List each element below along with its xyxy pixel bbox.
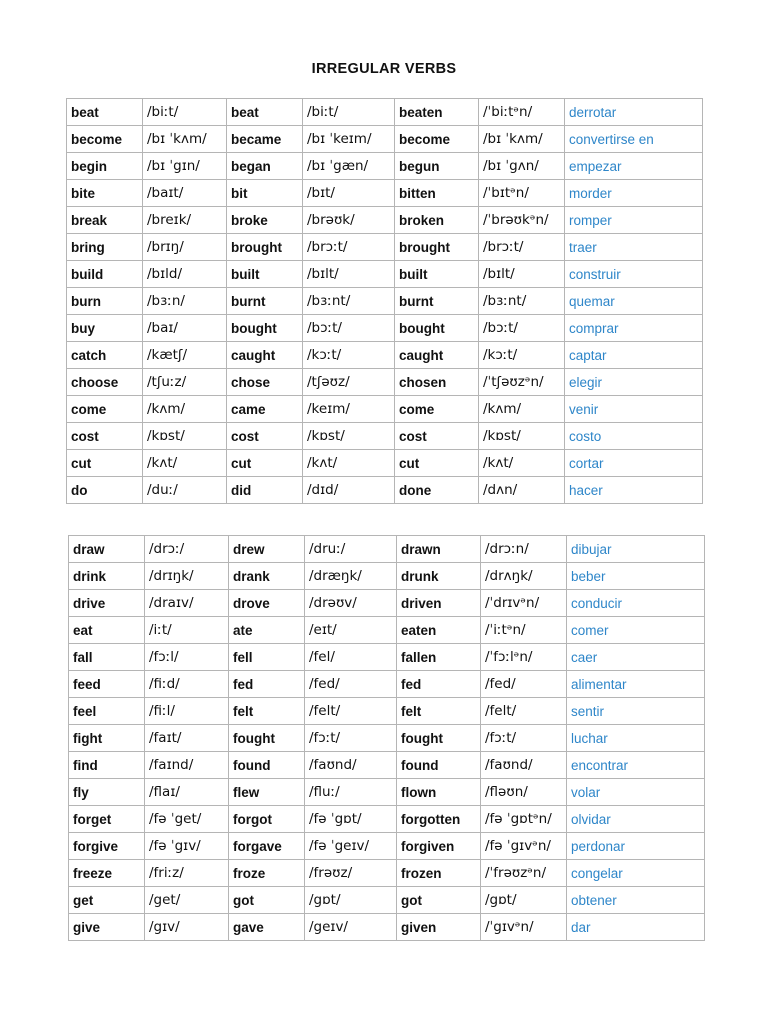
past-simple-cell: fell: [229, 644, 305, 671]
participle-pronunciation-cell: /kʌt/: [479, 450, 565, 477]
base-pronunciation-cell: /fiːl/: [145, 698, 229, 725]
past-participle-cell: fought: [397, 725, 481, 752]
past-simple-cell: beat: [227, 99, 303, 126]
translation-cell: morder: [565, 180, 703, 207]
base-pronunciation-cell: /baɪt/: [143, 180, 227, 207]
past-pronunciation-cell: /bɪ ˈkeɪm/: [303, 126, 395, 153]
past-pronunciation-cell: /dræŋk/: [305, 563, 397, 590]
table-row: [69, 860, 705, 887]
base-form-cell: cost: [67, 423, 143, 450]
past-participle-cell: cost: [395, 423, 479, 450]
past-participle-cell: fallen: [397, 644, 481, 671]
past-pronunciation-cell: /drəʊv/: [305, 590, 397, 617]
past-participle-cell: burnt: [395, 288, 479, 315]
base-pronunciation-cell: /kɒst/: [143, 423, 227, 450]
past-participle-cell: done: [395, 477, 479, 504]
translation-cell: traer: [565, 234, 703, 261]
base-pronunciation-cell: /faɪnd/: [145, 752, 229, 779]
base-pronunciation-cell: /kʌt/: [143, 450, 227, 477]
past-participle-cell: got: [397, 887, 481, 914]
base-pronunciation-cell: /baɪ/: [143, 315, 227, 342]
base-pronunciation-cell: /draɪv/: [145, 590, 229, 617]
past-pronunciation-cell: /druː/: [305, 536, 397, 563]
participle-pronunciation-cell: /ˈbiːtᵊn/: [479, 99, 565, 126]
base-pronunciation-cell: /bɪld/: [143, 261, 227, 288]
base-form-cell: feed: [69, 671, 145, 698]
base-pronunciation-cell: /get/: [145, 887, 229, 914]
translation-cell: perdonar: [567, 833, 705, 860]
translation-cell: volar: [567, 779, 705, 806]
participle-pronunciation-cell: /drʌŋk/: [481, 563, 567, 590]
translation-cell: captar: [565, 342, 703, 369]
base-form-cell: eat: [69, 617, 145, 644]
verbs-table-2: [68, 535, 705, 941]
participle-pronunciation-cell: /fə ˈgɪvᵊn/: [481, 833, 567, 860]
past-participle-cell: become: [395, 126, 479, 153]
past-participle-cell: caught: [395, 342, 479, 369]
past-pronunciation-cell: /brəʊk/: [303, 207, 395, 234]
base-pronunciation-cell: /breɪk/: [143, 207, 227, 234]
translation-cell: dibujar: [567, 536, 705, 563]
past-pronunciation-cell: /fluː/: [305, 779, 397, 806]
past-participle-cell: broken: [395, 207, 479, 234]
participle-pronunciation-cell: /drɔːn/: [481, 536, 567, 563]
past-pronunciation-cell: /dɪd/: [303, 477, 395, 504]
participle-pronunciation-cell: /ˈfɔːlᵊn/: [481, 644, 567, 671]
table-row: [67, 234, 703, 261]
past-pronunciation-cell: /geɪv/: [305, 914, 397, 941]
participle-pronunciation-cell: /faʊnd/: [481, 752, 567, 779]
table-row: [67, 342, 703, 369]
past-participle-cell: fed: [397, 671, 481, 698]
past-simple-cell: got: [229, 887, 305, 914]
past-simple-cell: burnt: [227, 288, 303, 315]
past-simple-cell: bit: [227, 180, 303, 207]
base-pronunciation-cell: /duː/: [143, 477, 227, 504]
past-pronunciation-cell: /bɪlt/: [303, 261, 395, 288]
table-row: [69, 779, 705, 806]
base-form-cell: fly: [69, 779, 145, 806]
participle-pronunciation-cell: /gɒt/: [481, 887, 567, 914]
participle-pronunciation-cell: /bɜːnt/: [479, 288, 565, 315]
translation-cell: conducir: [567, 590, 705, 617]
base-form-cell: come: [67, 396, 143, 423]
past-participle-cell: begun: [395, 153, 479, 180]
base-form-cell: choose: [67, 369, 143, 396]
translation-cell: congelar: [567, 860, 705, 887]
participle-pronunciation-cell: /kɔːt/: [479, 342, 565, 369]
past-participle-cell: drunk: [397, 563, 481, 590]
past-pronunciation-cell: /kɒst/: [303, 423, 395, 450]
base-pronunciation-cell: /iːt/: [145, 617, 229, 644]
table-row: [69, 698, 705, 725]
base-form-cell: drive: [69, 590, 145, 617]
past-participle-cell: beaten: [395, 99, 479, 126]
translation-cell: construir: [565, 261, 703, 288]
past-pronunciation-cell: /brɔːt/: [303, 234, 395, 261]
past-simple-cell: did: [227, 477, 303, 504]
past-simple-cell: forgot: [229, 806, 305, 833]
table-row: [67, 369, 703, 396]
participle-pronunciation-cell: /kʌm/: [479, 396, 565, 423]
base-form-cell: begin: [67, 153, 143, 180]
participle-pronunciation-cell: /ˈiːtᵊn/: [481, 617, 567, 644]
past-simple-cell: drank: [229, 563, 305, 590]
table-row: [69, 806, 705, 833]
participle-pronunciation-cell: /bɪ ˈgʌn/: [479, 153, 565, 180]
past-pronunciation-cell: /bɪt/: [303, 180, 395, 207]
past-pronunciation-cell: /frəʊz/: [305, 860, 397, 887]
translation-cell: luchar: [567, 725, 705, 752]
base-pronunciation-cell: /flaɪ/: [145, 779, 229, 806]
table-row: [69, 725, 705, 752]
past-pronunciation-cell: /fed/: [305, 671, 397, 698]
past-participle-cell: bought: [395, 315, 479, 342]
base-pronunciation-cell: /gɪv/: [145, 914, 229, 941]
past-participle-cell: cut: [395, 450, 479, 477]
past-pronunciation-cell: /fɔːt/: [305, 725, 397, 752]
translation-cell: venir: [565, 396, 703, 423]
past-simple-cell: cost: [227, 423, 303, 450]
past-simple-cell: became: [227, 126, 303, 153]
past-pronunciation-cell: /tʃəʊz/: [303, 369, 395, 396]
table-row: [69, 914, 705, 941]
table-row: [67, 477, 703, 504]
table-row: [69, 887, 705, 914]
past-pronunciation-cell: /fel/: [305, 644, 397, 671]
past-participle-cell: come: [395, 396, 479, 423]
base-pronunciation-cell: /fiːd/: [145, 671, 229, 698]
past-pronunciation-cell: /eɪt/: [305, 617, 397, 644]
translation-cell: cortar: [565, 450, 703, 477]
base-form-cell: forget: [69, 806, 145, 833]
base-pronunciation-cell: /friːz/: [145, 860, 229, 887]
past-participle-cell: flown: [397, 779, 481, 806]
participle-pronunciation-cell: /kɒst/: [479, 423, 565, 450]
participle-pronunciation-cell: /fɔːt/: [481, 725, 567, 752]
past-simple-cell: caught: [227, 342, 303, 369]
base-form-cell: catch: [67, 342, 143, 369]
participle-pronunciation-cell: /fə ˈgɒtᵊn/: [481, 806, 567, 833]
past-participle-cell: felt: [397, 698, 481, 725]
past-simple-cell: chose: [227, 369, 303, 396]
table-row: [67, 423, 703, 450]
past-simple-cell: built: [227, 261, 303, 288]
base-pronunciation-cell: /drɪŋk/: [145, 563, 229, 590]
base-pronunciation-cell: /fə ˈget/: [145, 806, 229, 833]
participle-pronunciation-cell: /ˈgɪvᵊn/: [481, 914, 567, 941]
table-row: [67, 288, 703, 315]
past-simple-cell: gave: [229, 914, 305, 941]
translation-cell: elegir: [565, 369, 703, 396]
table-row: [69, 563, 705, 590]
participle-pronunciation-cell: /fed/: [481, 671, 567, 698]
translation-cell: derrotar: [565, 99, 703, 126]
base-form-cell: draw: [69, 536, 145, 563]
participle-pronunciation-cell: /fləʊn/: [481, 779, 567, 806]
base-form-cell: drink: [69, 563, 145, 590]
translation-cell: olvidar: [567, 806, 705, 833]
past-participle-cell: driven: [397, 590, 481, 617]
base-pronunciation-cell: /bɜːn/: [143, 288, 227, 315]
base-form-cell: give: [69, 914, 145, 941]
past-pronunciation-cell: /keɪm/: [303, 396, 395, 423]
table-row: [67, 315, 703, 342]
translation-cell: alimentar: [567, 671, 705, 698]
past-simple-cell: fed: [229, 671, 305, 698]
base-pronunciation-cell: /drɔː/: [145, 536, 229, 563]
translation-cell: costo: [565, 423, 703, 450]
participle-pronunciation-cell: /ˈfrəʊzᵊn/: [481, 860, 567, 887]
participle-pronunciation-cell: /ˈbrəʊkᵊn/: [479, 207, 565, 234]
base-pronunciation-cell: /bɪ ˈkʌm/: [143, 126, 227, 153]
translation-cell: beber: [567, 563, 705, 590]
table-row: [67, 207, 703, 234]
participle-pronunciation-cell: /bɪ ˈkʌm/: [479, 126, 565, 153]
participle-pronunciation-cell: /felt/: [481, 698, 567, 725]
table-row: [69, 833, 705, 860]
base-form-cell: fall: [69, 644, 145, 671]
past-participle-cell: found: [397, 752, 481, 779]
past-participle-cell: given: [397, 914, 481, 941]
base-form-cell: feel: [69, 698, 145, 725]
past-participle-cell: chosen: [395, 369, 479, 396]
base-form-cell: forgive: [69, 833, 145, 860]
participle-pronunciation-cell: /ˈtʃəʊzᵊn/: [479, 369, 565, 396]
past-simple-cell: froze: [229, 860, 305, 887]
table-row: [67, 126, 703, 153]
base-form-cell: find: [69, 752, 145, 779]
past-simple-cell: cut: [227, 450, 303, 477]
past-pronunciation-cell: /kɔːt/: [303, 342, 395, 369]
past-participle-cell: frozen: [397, 860, 481, 887]
table-row: [69, 752, 705, 779]
past-simple-cell: came: [227, 396, 303, 423]
base-pronunciation-cell: /kætʃ/: [143, 342, 227, 369]
base-form-cell: get: [69, 887, 145, 914]
table-row: [69, 536, 705, 563]
base-form-cell: beat: [67, 99, 143, 126]
base-pronunciation-cell: /fə ˈgɪv/: [145, 833, 229, 860]
participle-pronunciation-cell: /dʌn/: [479, 477, 565, 504]
table-row: [69, 671, 705, 698]
participle-pronunciation-cell: /brɔːt/: [479, 234, 565, 261]
base-form-cell: break: [67, 207, 143, 234]
translation-cell: hacer: [565, 477, 703, 504]
translation-cell: obtener: [567, 887, 705, 914]
participle-pronunciation-cell: /ˈdrɪvᵊn/: [481, 590, 567, 617]
past-participle-cell: bitten: [395, 180, 479, 207]
translation-cell: empezar: [565, 153, 703, 180]
past-simple-cell: brought: [227, 234, 303, 261]
translation-cell: quemar: [565, 288, 703, 315]
table-row: [67, 261, 703, 288]
table-row: [67, 396, 703, 423]
past-participle-cell: drawn: [397, 536, 481, 563]
past-participle-cell: built: [395, 261, 479, 288]
translation-cell: encontrar: [567, 752, 705, 779]
participle-pronunciation-cell: /bɔːt/: [479, 315, 565, 342]
past-pronunciation-cell: /bɪ ˈgæn/: [303, 153, 395, 180]
past-simple-cell: drew: [229, 536, 305, 563]
past-simple-cell: drove: [229, 590, 305, 617]
translation-cell: dar: [567, 914, 705, 941]
past-pronunciation-cell: /faʊnd/: [305, 752, 397, 779]
base-form-cell: bite: [67, 180, 143, 207]
past-pronunciation-cell: /fə ˈgɒt/: [305, 806, 397, 833]
translation-cell: comer: [567, 617, 705, 644]
past-simple-cell: bought: [227, 315, 303, 342]
base-form-cell: fight: [69, 725, 145, 752]
past-pronunciation-cell: /bɔːt/: [303, 315, 395, 342]
table-row: [69, 590, 705, 617]
table-row: [67, 99, 703, 126]
base-form-cell: freeze: [69, 860, 145, 887]
base-pronunciation-cell: /biːt/: [143, 99, 227, 126]
base-pronunciation-cell: /brɪŋ/: [143, 234, 227, 261]
past-simple-cell: fought: [229, 725, 305, 752]
translation-cell: comprar: [565, 315, 703, 342]
base-form-cell: bring: [67, 234, 143, 261]
verbs-table-1: [66, 98, 703, 504]
base-pronunciation-cell: /tʃuːz/: [143, 369, 227, 396]
past-simple-cell: ate: [229, 617, 305, 644]
translation-cell: caer: [567, 644, 705, 671]
past-pronunciation-cell: /felt/: [305, 698, 397, 725]
past-simple-cell: began: [227, 153, 303, 180]
past-participle-cell: brought: [395, 234, 479, 261]
past-participle-cell: forgotten: [397, 806, 481, 833]
past-pronunciation-cell: /gɒt/: [305, 887, 397, 914]
base-form-cell: become: [67, 126, 143, 153]
translation-cell: sentir: [567, 698, 705, 725]
base-form-cell: do: [67, 477, 143, 504]
past-simple-cell: broke: [227, 207, 303, 234]
base-pronunciation-cell: /faɪt/: [145, 725, 229, 752]
base-pronunciation-cell: /bɪ ˈgɪn/: [143, 153, 227, 180]
past-pronunciation-cell: /biːt/: [303, 99, 395, 126]
table-row: [69, 644, 705, 671]
translation-cell: romper: [565, 207, 703, 234]
base-pronunciation-cell: /kʌm/: [143, 396, 227, 423]
participle-pronunciation-cell: /ˈbɪtᵊn/: [479, 180, 565, 207]
base-form-cell: buy: [67, 315, 143, 342]
past-pronunciation-cell: /bɜːnt/: [303, 288, 395, 315]
base-pronunciation-cell: /fɔːl/: [145, 644, 229, 671]
past-simple-cell: found: [229, 752, 305, 779]
past-pronunciation-cell: /fə ˈgeɪv/: [305, 833, 397, 860]
past-simple-cell: forgave: [229, 833, 305, 860]
translation-cell: convertirse en: [565, 126, 703, 153]
page-title: IRREGULAR VERBS: [311, 61, 457, 77]
table-row: [67, 450, 703, 477]
past-pronunciation-cell: /kʌt/: [303, 450, 395, 477]
past-participle-cell: forgiven: [397, 833, 481, 860]
base-form-cell: burn: [67, 288, 143, 315]
past-participle-cell: eaten: [397, 617, 481, 644]
table-row: [67, 153, 703, 180]
table-row: [67, 180, 703, 207]
past-simple-cell: felt: [229, 698, 305, 725]
participle-pronunciation-cell: /bɪlt/: [479, 261, 565, 288]
base-form-cell: cut: [67, 450, 143, 477]
table-row: [69, 617, 705, 644]
past-simple-cell: flew: [229, 779, 305, 806]
base-form-cell: build: [67, 261, 143, 288]
